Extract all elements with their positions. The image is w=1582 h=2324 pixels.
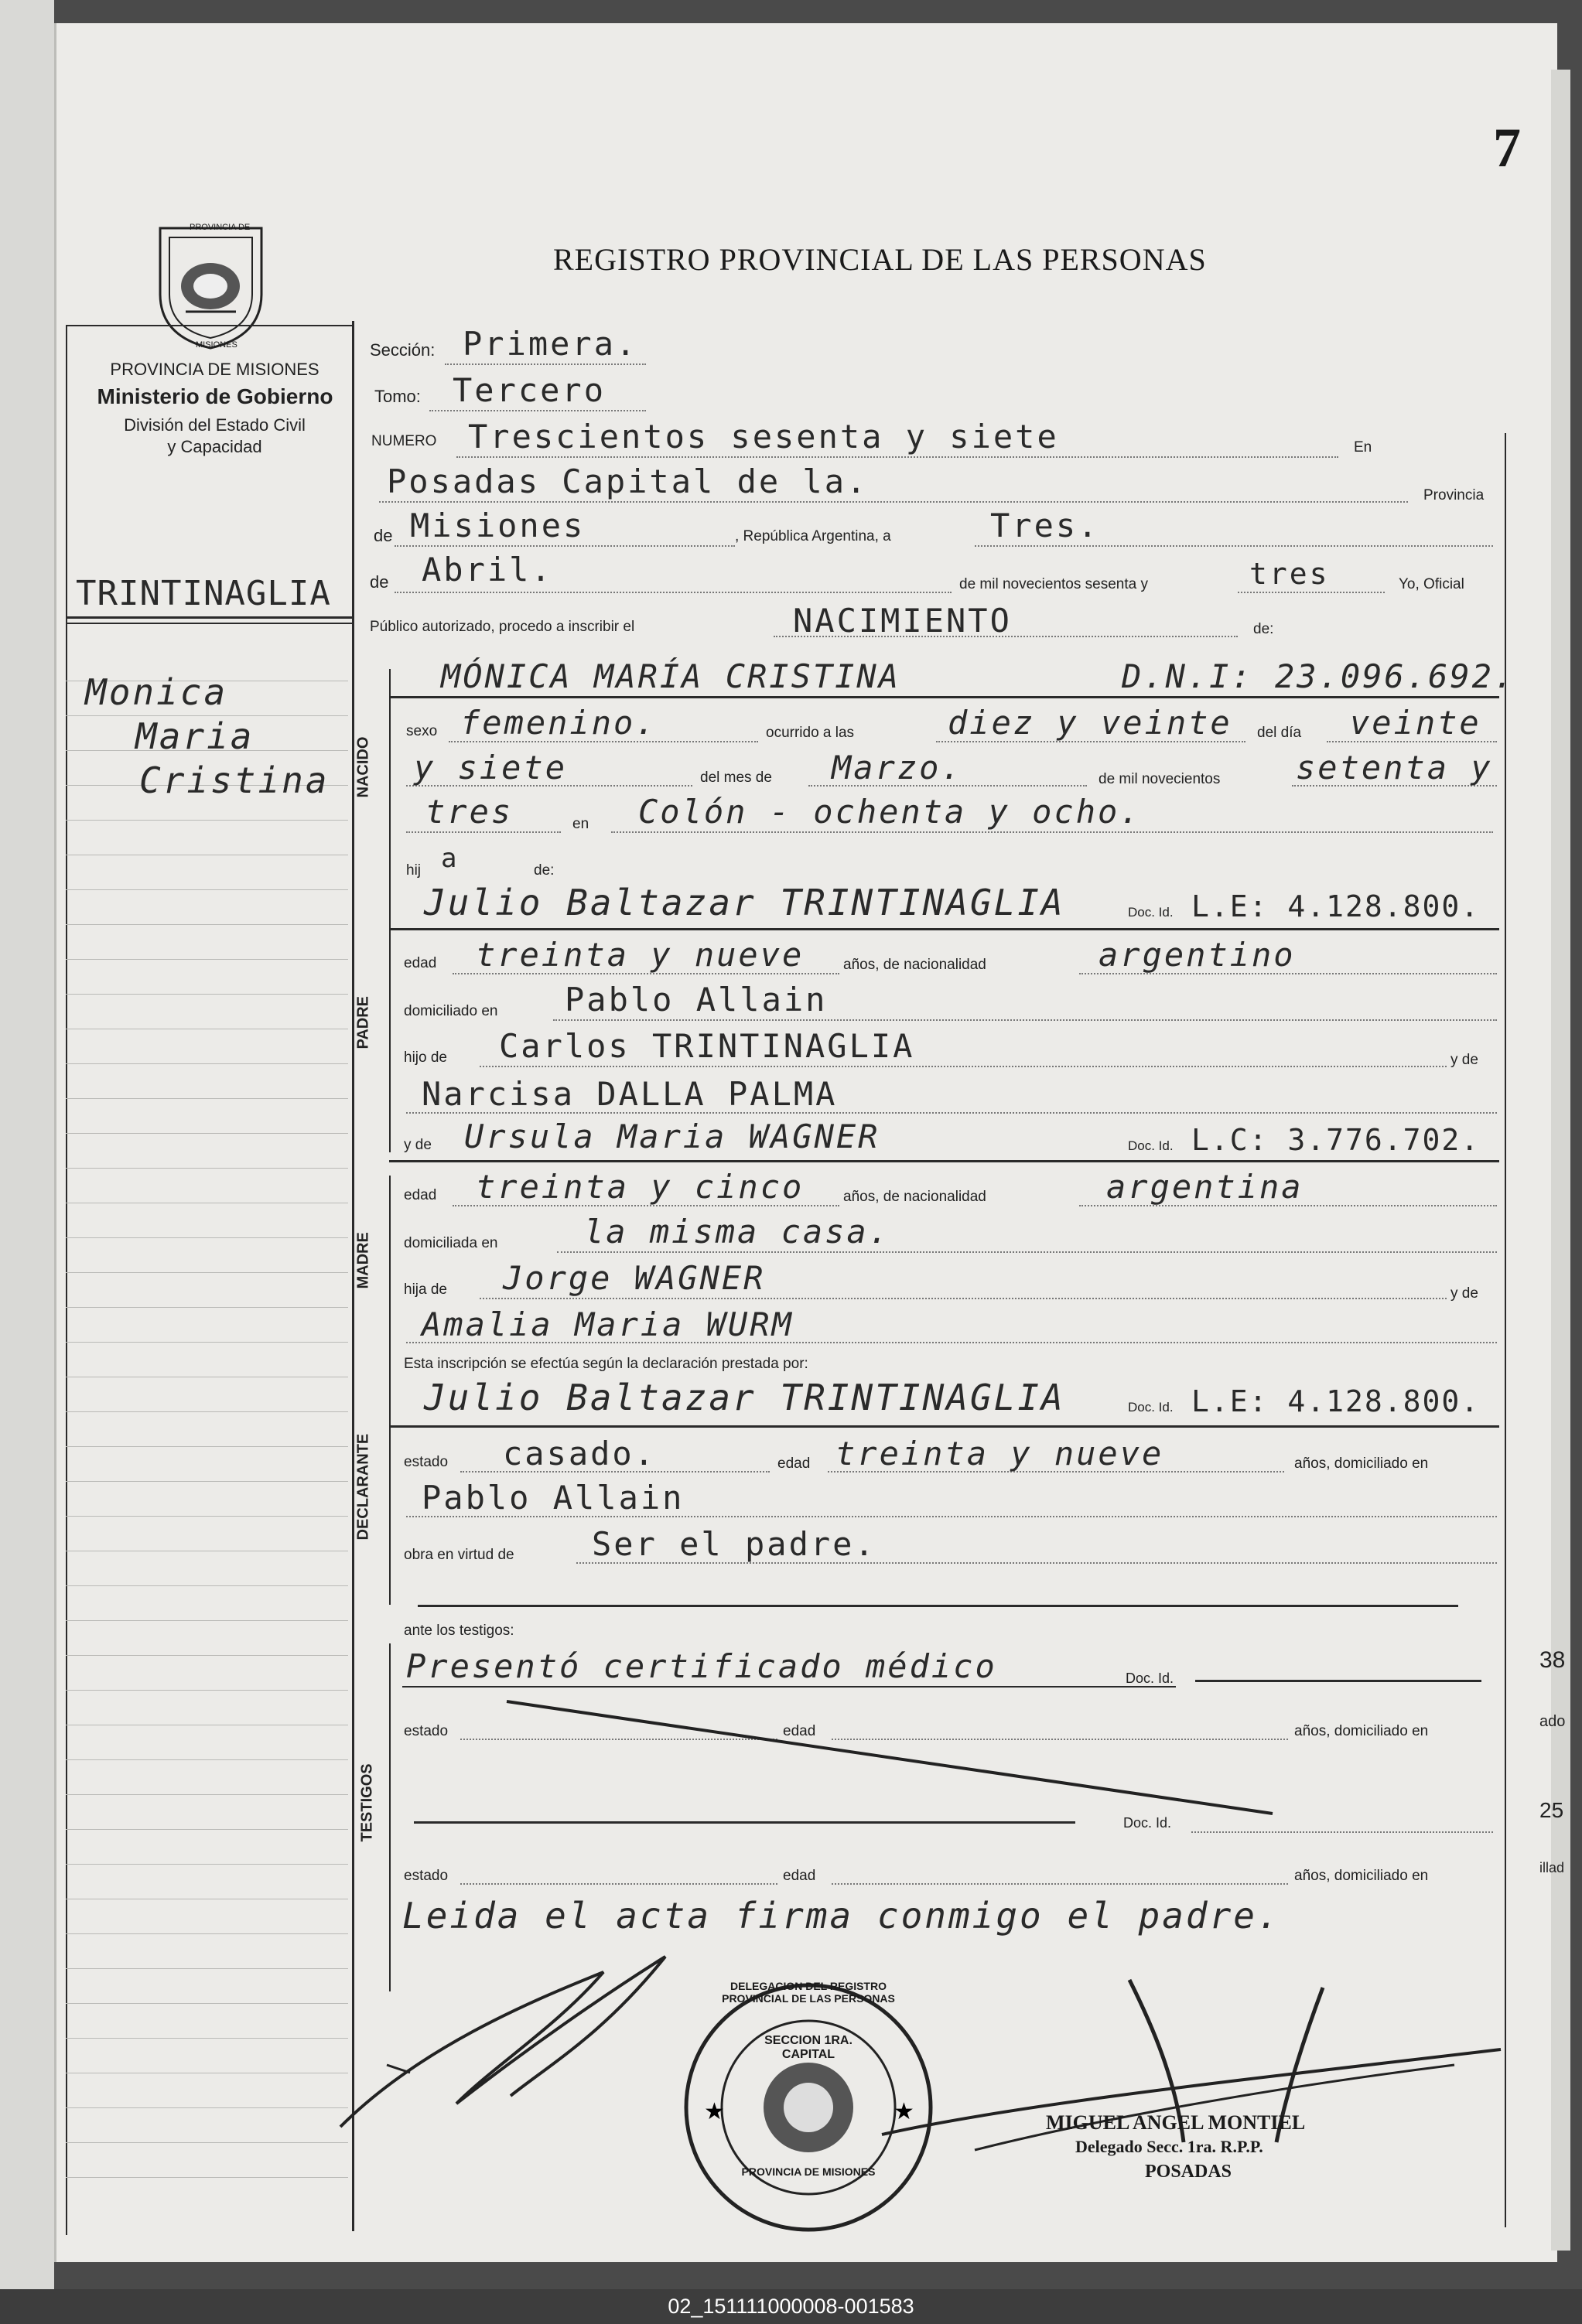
adjacent-fragment: 25 bbox=[1539, 1798, 1564, 1822]
closing-statement: Leida el acta firma conmigo el padre. bbox=[402, 1895, 1281, 1937]
mil-label: de mil novecientos bbox=[1099, 771, 1221, 787]
edad-label: edad bbox=[404, 1187, 437, 1203]
year-value: tres bbox=[425, 793, 514, 831]
hij-label: hij bbox=[406, 862, 422, 879]
seccion-label: Sección: bbox=[370, 340, 436, 360]
sexo-label: sexo bbox=[406, 723, 438, 739]
official-stamp bbox=[681, 1980, 936, 2235]
officer-signature bbox=[866, 1964, 1509, 2165]
provincia-label: Provincia bbox=[1423, 487, 1485, 503]
del-dia-label: del día bbox=[1257, 725, 1302, 741]
stamp-bottom-text: PROVINCIA DE MISIONES bbox=[741, 2165, 876, 2178]
declarant-name: Julio Baltazar TRINTINAGLIA bbox=[424, 1377, 1065, 1418]
day-value: y siete bbox=[414, 749, 568, 787]
margin-given-name: Maria bbox=[135, 715, 255, 757]
hij-de-label: de: bbox=[534, 862, 555, 879]
year-label: de mil novecientos sesenta y bbox=[959, 576, 1148, 592]
publico-label: Público autorizado, procedo a inscribir el bbox=[370, 619, 635, 635]
y-de-label: y de bbox=[404, 1137, 432, 1153]
obra-label: obra en virtud de bbox=[404, 1547, 514, 1563]
declarante-section-label: DECLARANTE bbox=[354, 1433, 372, 1541]
mother-doc-value: L.C: 3.776.702. bbox=[1191, 1123, 1481, 1157]
madre-section-label: MADRE bbox=[354, 1232, 372, 1289]
paternal-grandfather: Carlos TRINTINAGLIA bbox=[499, 1027, 915, 1065]
declarant-address: Pablo Allain bbox=[422, 1479, 685, 1517]
father-doc-value: L.E: 4.128.800. bbox=[1191, 889, 1481, 923]
officer-city: POSADAS bbox=[1145, 2162, 1232, 2182]
adjacent-page-strip bbox=[0, 0, 54, 2289]
father-name: Julio Baltazar TRINTINAGLIA bbox=[424, 882, 1065, 923]
year-value: setenta y bbox=[1296, 749, 1493, 787]
stamp-inner-text: SECCION 1RA. CAPITAL bbox=[764, 2034, 853, 2061]
oficial-label: Yo, Oficial bbox=[1399, 576, 1464, 592]
numero-label: NUMERO bbox=[371, 433, 437, 449]
anos-label: años, de nacionalidad bbox=[843, 957, 986, 973]
maternal-grandfather: Jorge WAGNER bbox=[503, 1259, 766, 1297]
divider bbox=[389, 1160, 1499, 1162]
father-age: treinta y nueve bbox=[476, 936, 805, 974]
divider bbox=[414, 1821, 1075, 1824]
svg-text:★: ★ bbox=[704, 2099, 725, 2124]
edad-label: edad bbox=[777, 1455, 811, 1472]
sexo-value: femenino. bbox=[460, 704, 658, 742]
doc-label: Doc. Id. bbox=[1123, 1815, 1172, 1831]
ministry-label: Ministerio de Gobierno bbox=[97, 384, 333, 408]
anos-label: años, domiciliado en bbox=[1294, 1723, 1429, 1739]
division-label: y Capacidad bbox=[167, 437, 262, 456]
domicilio-label: domiciliada en bbox=[404, 1235, 498, 1251]
doc-label: Doc. Id. bbox=[1128, 1138, 1174, 1153]
province-value: Misiones bbox=[410, 507, 586, 544]
officer-name: MIGUEL ANGEL MONTIEL bbox=[1046, 2111, 1306, 2134]
father-address: Pablo Allain bbox=[565, 981, 828, 1019]
ante-testigos-label: ante los testigos: bbox=[404, 1623, 514, 1639]
divider bbox=[418, 1605, 1458, 1607]
divider bbox=[66, 325, 67, 2235]
y-de-label: y de bbox=[1450, 1285, 1478, 1302]
svg-text:★: ★ bbox=[894, 2099, 914, 2124]
divider bbox=[66, 616, 352, 619]
divider bbox=[389, 696, 1499, 698]
hij-value: a bbox=[441, 843, 460, 874]
divider bbox=[389, 1425, 1499, 1428]
divider bbox=[66, 325, 352, 326]
mother-age: treinta y cinco bbox=[476, 1168, 805, 1206]
margin-surname: TRINTINAGLIA bbox=[76, 574, 331, 613]
year-value: tres bbox=[1249, 557, 1330, 591]
act-value: NACIMIENTO bbox=[793, 602, 1012, 640]
doc-label: Doc. Id. bbox=[1126, 1670, 1174, 1686]
adjacent-fragment: ado bbox=[1539, 1713, 1566, 1730]
declarant-doc-value: L.E: 4.128.800. bbox=[1191, 1384, 1481, 1418]
month-value: Marzo. bbox=[832, 749, 963, 787]
section-bracket bbox=[389, 1176, 391, 1388]
province-label: PROVINCIA DE MISIONES bbox=[110, 360, 319, 379]
de-label: de bbox=[370, 572, 389, 592]
nacido-section-label: NACIDO bbox=[354, 736, 372, 798]
paternal-grandmother: Narcisa DALLA PALMA bbox=[422, 1075, 838, 1113]
adjacent-fragment: 38 bbox=[1539, 1647, 1566, 1673]
estado-label: estado bbox=[404, 1723, 449, 1739]
next-page-edge bbox=[1551, 70, 1570, 2251]
divider bbox=[402, 1686, 1176, 1688]
anos-label: años, de nacionalidad bbox=[843, 1189, 986, 1205]
place-value: Posadas Capital de la. bbox=[387, 462, 869, 500]
padre-section-label: PADRE bbox=[354, 995, 372, 1049]
declarant-age: treinta y nueve bbox=[835, 1435, 1164, 1473]
seal-text: MISIONES bbox=[196, 340, 237, 350]
child-dni: D.N.I: 23.096.692. bbox=[1122, 657, 1516, 695]
y-de-label: y de bbox=[1450, 1052, 1478, 1068]
divider bbox=[66, 623, 352, 624]
divider bbox=[1505, 433, 1506, 2227]
edad-label: edad bbox=[783, 1723, 816, 1739]
domicilio-label: domiciliado en bbox=[404, 1003, 498, 1019]
witness-note: Presentó certificado médico bbox=[406, 1647, 997, 1685]
month-value: Abril. bbox=[422, 551, 553, 589]
stamp-outer-text: DELEGACION DEL REGISTRO PROVINCIAL DE LAS PERSONAS bbox=[722, 1980, 895, 2005]
margin-given-name: Monica bbox=[85, 671, 228, 713]
doc-label: Doc. Id. bbox=[1128, 905, 1174, 920]
address-value: Colón - ochenta y ocho. bbox=[638, 793, 1142, 831]
section-bracket bbox=[389, 932, 391, 1152]
officer-title: Delegado Secc. 1ra. R.P.P. bbox=[1075, 2137, 1263, 2156]
de-label: de bbox=[374, 526, 393, 545]
republica-label: , República Argentina, a bbox=[735, 528, 891, 544]
section-bracket bbox=[389, 1384, 391, 1605]
provincial-seal-emblem bbox=[151, 220, 271, 352]
estado-label: estado bbox=[404, 1868, 449, 1884]
en-label: en bbox=[572, 816, 589, 832]
adjacent-fragment: illad bbox=[1539, 1860, 1565, 1875]
cancel-strike-line bbox=[503, 1698, 1276, 1821]
mother-name: Ursula Maria WAGNER bbox=[464, 1118, 880, 1155]
mother-address: la misma casa. bbox=[584, 1213, 891, 1251]
divider bbox=[389, 928, 1499, 930]
father-nationality: argentino bbox=[1099, 936, 1296, 974]
tomo-value: Tercero bbox=[453, 371, 606, 409]
testigos-section-label: TESTIGOS bbox=[358, 1763, 376, 1842]
seccion-value: Primera. bbox=[463, 325, 638, 363]
en-label: En bbox=[1354, 439, 1372, 456]
hour-value: diez y veinte bbox=[948, 704, 1232, 742]
hijo-label: hijo de bbox=[404, 1049, 447, 1066]
declaracion-intro: Esta inscripción se efectúa según la declaración prestada por: bbox=[404, 1356, 808, 1372]
anos-label: años, domiciliado en bbox=[1294, 1455, 1429, 1472]
maternal-grandmother: Amalia Maria WURM bbox=[422, 1305, 794, 1343]
page-number: 7 bbox=[1493, 117, 1521, 179]
child-full-name: MÓNICA MARÍA CRISTINA bbox=[441, 657, 901, 695]
doc-label: Doc. Id. bbox=[1128, 1400, 1174, 1415]
de-label: de: bbox=[1253, 621, 1274, 637]
margin-given-name: Cristina bbox=[139, 759, 330, 801]
declarant-relation: Ser el padre. bbox=[592, 1525, 876, 1563]
day-value: Tres. bbox=[990, 507, 1100, 544]
estado-label: estado bbox=[404, 1454, 449, 1470]
tomo-label: Tomo: bbox=[374, 387, 421, 406]
divider bbox=[1195, 1680, 1481, 1682]
mother-nationality: argentina bbox=[1106, 1168, 1304, 1206]
division-label: División del Estado Civil bbox=[124, 415, 306, 435]
day-value: veinte bbox=[1350, 704, 1481, 742]
numero-value: Trescientos sesenta y siete bbox=[468, 418, 1059, 456]
ocurrido-label: ocurrido a las bbox=[766, 725, 855, 741]
anos-label: años, domiciliado en bbox=[1294, 1868, 1429, 1884]
seal-text: PROVINCIA DE bbox=[190, 223, 251, 232]
mes-label: del mes de bbox=[700, 770, 772, 786]
edad-label: edad bbox=[783, 1868, 816, 1884]
page-title: REGISTRO PROVINCIAL DE LAS PERSONAS bbox=[553, 242, 1207, 277]
declarant-marital-status: casado. bbox=[503, 1435, 657, 1473]
edad-label: edad bbox=[404, 955, 437, 971]
hija-label: hija de bbox=[404, 1281, 447, 1298]
document-id: 02_151111000008-001583 bbox=[668, 2295, 914, 2318]
